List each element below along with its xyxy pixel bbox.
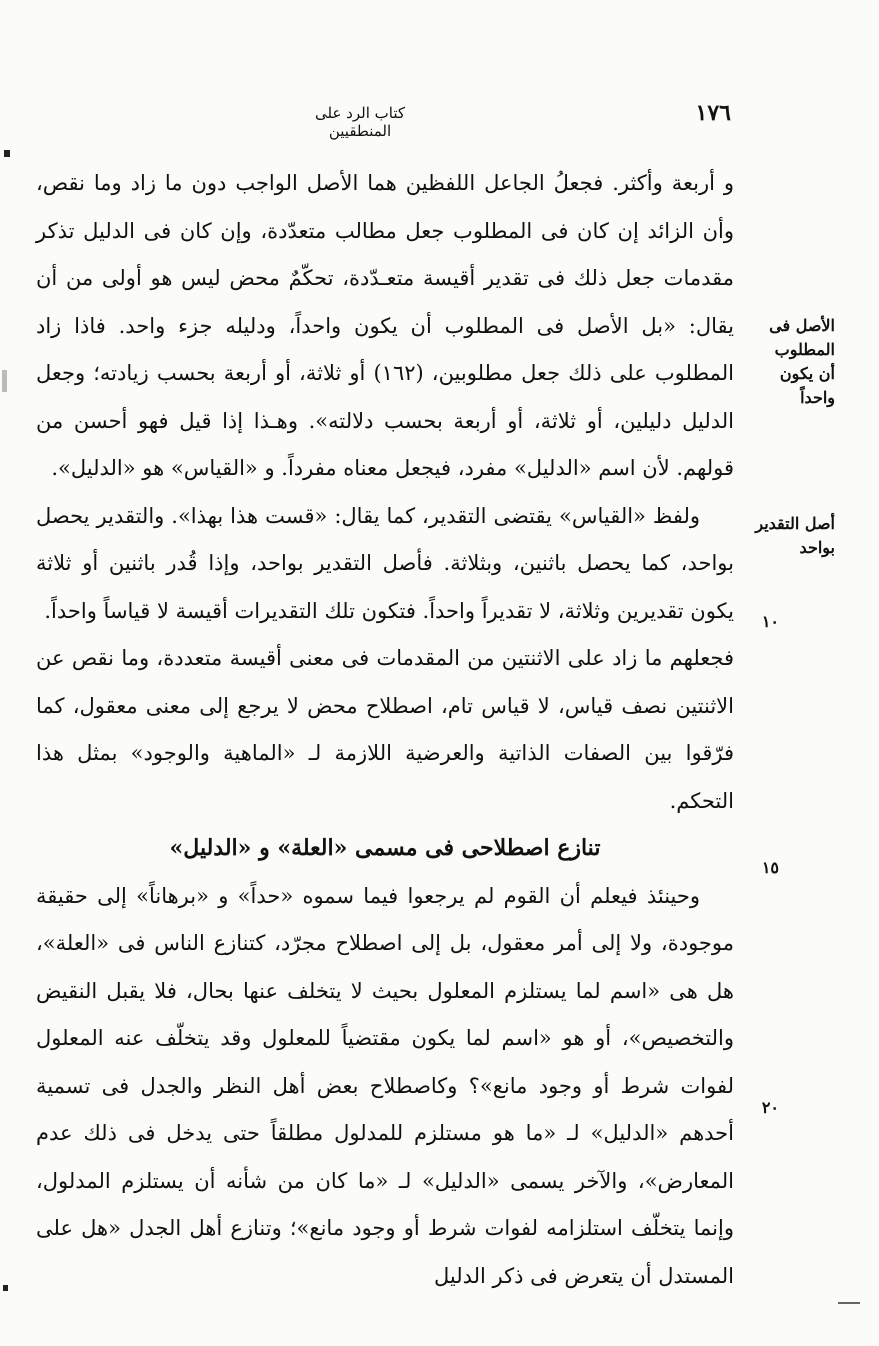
scan-speck (4, 150, 10, 157)
paragraph: و أربعة وأكثر. فجعلُ الجاعل اللفظين هما الأصل الواجب دون ما زاد وما نقص، وأن الزائد إن كان فى المطلوب جعل مطالب متعدّدة، وإن كان فى الدليل تذكر مقدمات جعل ذلك فى تقدير أقيسة متعـدّدة، تحكّمٌ محض ليس هو أولى من أن يقال: «بل الأصل فى المطلوب أن يكون واحداً، ودليله جزء واحد. فاذا زاد المطلوب على ذلك جعل مطلوبين، (١٦٢) أو ثلاثة، أو أربعة بحسب زيادته؛ وجعل الدليل دليلين، أو ثلاثة، أو أربعة بحسب دلالته». وهـذا إذا قيل فهو أحسن من قولهم. لأن اسم «الدليل» مفرد، فيجعل معناه مفرداً. و «القياس» هو «الدليل». (36, 171, 734, 480)
paragraph: فجعلهم ما زاد على الاثنتين من المقدمات فى معنى أقيسة متعددة، وما نقص عن الاثنتين نصف قياس، لا قياس تام، اصطلاح محض لا يرجع إلى معنى معقول، كما فرّقوا بين الصفات الذاتية والعرضية اللازمة لـ «الماهية والوجود» بمثل هذا التحكم. (36, 646, 734, 813)
line-number: ١٠ (761, 612, 779, 631)
page-header (0, 96, 879, 140)
scan-speck (838, 1302, 860, 1304)
scan-speck (3, 1285, 8, 1291)
body-text (36, 160, 734, 1300)
margin-note: أصل التقدير بواحد (755, 514, 835, 557)
line-number: ١٥ (761, 858, 779, 877)
running-title: كتاب الرد على المنطقيين (314, 104, 405, 140)
section-heading: تنازع اصطلاحى فى مسمى «العلة» و «الدليل» (169, 835, 601, 861)
page-number: ١٧٦ (695, 100, 731, 126)
paragraph: وحينئذ فيعلم أن القوم لم يرجعوا فيما سموه «حداً» و «برهاناً» إلى حقيقة موجودة، ولا إلى أمر معقول، بل إلى اصطلاح مجرّد، كتنازع الناس فى «العلة»، هل هى «اسم لما يستلزم المعلول بحيث لا يتخلف عنها بحال، فلا يقبل النقيض والتخصيص»، أو هو «اسم لما يكون مقتضياً للمعلول وقد يتخلّف عنه المعلول لفوات شرط أو وجود مانع»؟ وكاصطلاح بعض أهل النظر والجدل فى تسمية أحدهم «الدليل» لـ «ما هو مستلزم للمدلول مطلقاً حتى يدخل فى ذلك عدم المعارض»، والآخر يسمى «الدليل» لـ «ما كان من شأنه أن يستلزم المدلول، وإنما يتخلّف استلزامه لفوات شرط أو وجود مانع»؛ وتنازع أهل الجدل «هل على المستدل أن يتعرض فى ذكر الدليل (36, 883, 734, 1288)
margin-note: الأصل فى المطلوب أن يكون واحداً (769, 316, 835, 407)
scan-speck (2, 370, 7, 392)
line-number: ٢٠ (761, 1098, 779, 1117)
paragraph: ولفظ «القياس» يقتضى التقدير، كما يقال: «قست هذا بهذا». والتقدير يحصل بواحد، كما يحصل باثنين، وبثلاثة. فأصل التقدير بواحد، وإذا قُدر باثنين أو ثلاثة يكون تقديرين وثلاثة، لا تقديراً واحداً. فتكون تلك التقديرات أقيسة لا قياساً واحداً. (36, 503, 734, 623)
